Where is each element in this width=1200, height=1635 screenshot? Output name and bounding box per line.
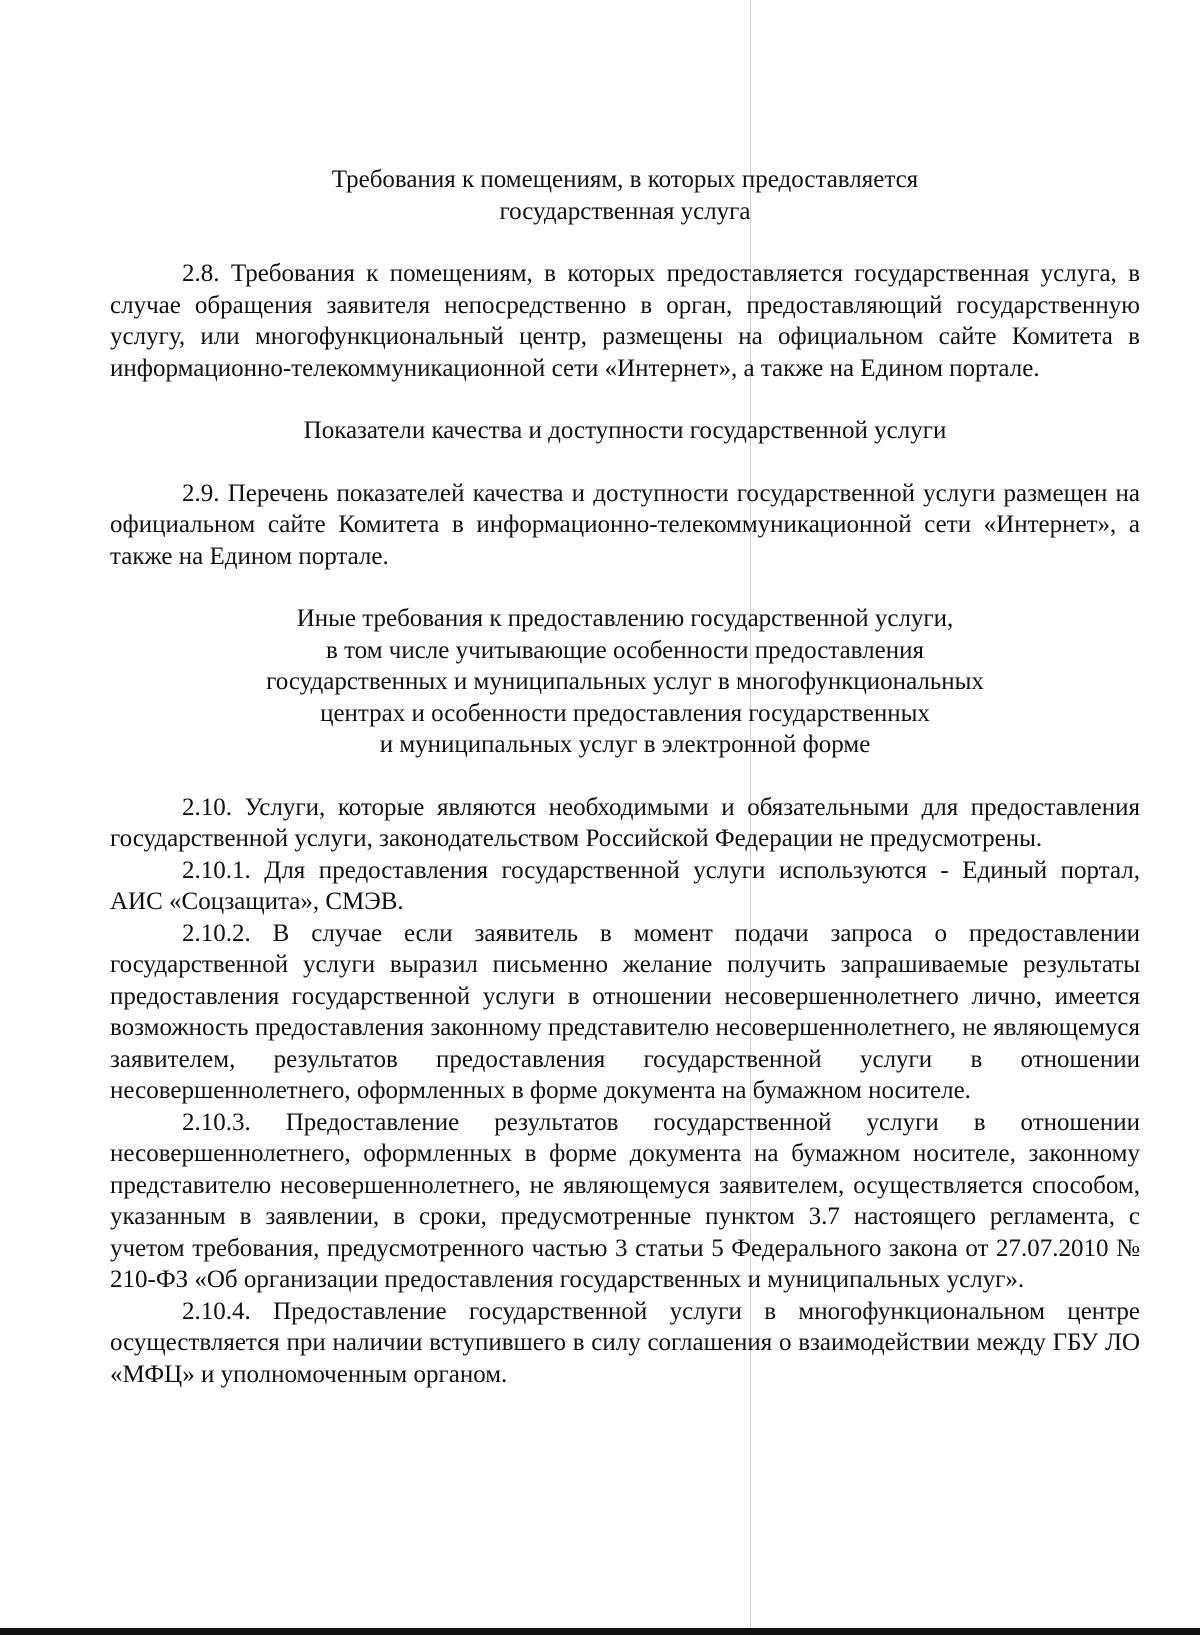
paragraph-2-10-4: 2.10.4. Предоставление государственной услуги в многофункциональном центре осуществляется при наличии вступившего в силу соглашения о взаимодействии между ГБУ ЛО «МФЦ» и уполномоченным органом. (110, 1297, 1140, 1388)
document-body (110, 164, 1140, 1390)
heading-line: в том числе учитывающие особенности предоставления (326, 636, 924, 664)
heading-premises (110, 164, 1140, 227)
heading-line: и муниципальных услуг в электронной форме (379, 731, 871, 758)
heading-line: государственная услуга (499, 197, 751, 225)
paragraph-2-8: 2.8. Требования к помещениям, в которых предоставляется государственная услуга, в случае обращения заявителя непосредственно в орган, предоставляющий государственную услугу, или многофункциональный центр, размещены на официальном сайте Комитета в информационно-телекоммуникационной сети «Интернет», а также на Едином портале. (110, 260, 1140, 382)
paragraph-2-10-1: 2.10.1. Для предоставления государственной услуги используются - Единый портал, АИС «Соцзащита», СМЭВ. (110, 856, 1140, 915)
paragraph-2-10-2: 2.10.2. В случае если заявитель в момент подачи запроса о предоставлении государственной услуги выразил письменно желание получить запрашиваемые результаты предоставления государственной услуги в отношении несовершеннолетнего лично, имеется возможность предоставления законному представителю несовершеннолетнего, не являющемуся заявителем, результатов предоставления государственной услуги в отношении несовершеннолетнего, оформленных в форме документа на бумажном носителе. (110, 919, 1140, 1104)
heading-quality (110, 415, 1140, 447)
scan-bottom-edge (0, 1628, 1200, 1635)
paragraph-2-9: 2.9. Перечень показателей качества и доступности государственной услуги размещен на официальном сайте Комитета в информационно-телекоммуникационной сети «Интернет», а также на Едином портале. (110, 479, 1140, 570)
heading-line: государственных и муниципальных услуг в многофункциональных (266, 668, 984, 695)
heading-line: Иные требования к предоставлению государственной услуги, (296, 605, 954, 632)
heading-other-requirements (110, 603, 1140, 761)
heading-line: Требования к помещениям, в которых предоставляется (331, 166, 919, 193)
heading-line: Показатели качества и доступности государственной услуги (303, 417, 947, 444)
paragraph-2-10-3: 2.10.3. Предоставление результатов государственной услуги в отношении несовершеннолетнего, оформленных в форме документа на бумажном носителе, законному представителю несовершеннолетнего, не являющемуся заявителем, осуществляется способом, указанным в заявлении, в сроки, предусмотренные пунктом 3.7 настоящего регламента, с учетом требования, предусмотренного частью 3 статьи 5 Федерального закона от 27.07.2010 № 210-ФЗ «Об организации предоставления государственных и муниципальных услуг». (110, 1108, 1140, 1293)
paragraph-2-10: 2.10. Услуги, которые являются необходимыми и обязательными для предоставления государственной услуги, законодательством Российской Федерации не предусмотрены. (110, 793, 1140, 852)
heading-line: центрах и особенности предоставления государственных (320, 699, 930, 727)
